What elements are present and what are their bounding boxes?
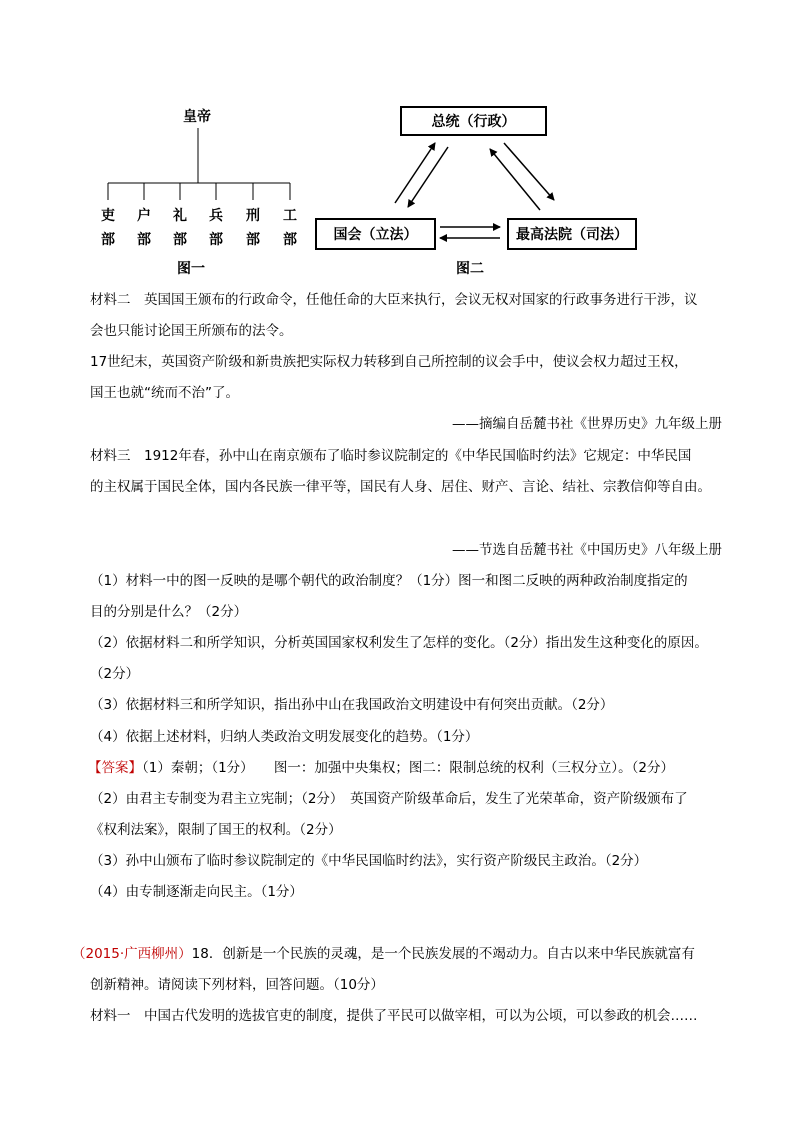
text-line: 国王也就“统而不治”了。 (90, 385, 239, 401)
ministry-char: 部 (137, 232, 151, 248)
ministry-char: 部 (283, 232, 297, 248)
judiciary-box: 最高法院（司法） (507, 218, 637, 250)
text-line: 17世纪末，英国资产阶级和新贵族把实际权力转移到自己所控制的议会手中，使议会权力超过王权， (90, 354, 688, 370)
text-line: 的主权属于国民全体，国内各民族一律平等，国民有人身、居住、财产、言论、结社、宗教信仰等自由。 (90, 479, 711, 495)
ministry-char: 户 (137, 208, 151, 224)
answer-line: 《权利法案》，限制了国王的权利。（2分） (90, 822, 342, 838)
answer-line (88, 758, 674, 778)
question-line: （4）依据上述材料，归纳人类政治文明发展变化的趋势。（1分） (90, 729, 479, 745)
ministry-char: 部 (209, 232, 223, 248)
question-18-line: 材料一 中国古代发明的选拔官吏的制度，提供了平民可以做宰相，可以为公顷，可以参政的机会…… (90, 1008, 698, 1024)
figure-1-caption: 图一 (177, 261, 205, 277)
answer-line: （3）孙中山颁布了临时参议院制定的《中华民国临时约法》，实行资产阶级民主政治。（2分） (90, 853, 648, 869)
answer-text: （1）秦朝；（1分） 图一：加强中央集权；图二：限制总统的权利（三权分立）。（2分） (142, 760, 675, 776)
text-line: 会也只能讨论国王所颁布的法令。 (90, 323, 293, 339)
question-line: （2）依据材料二和所学知识，分析英国国家权利发生了怎样的变化。（2分）指出发生这种变化的原因。 (90, 635, 708, 651)
ministry-char: 工 (283, 208, 297, 224)
ministry-char: 礼 (173, 208, 187, 224)
question-line: 目的分别是什么？（2分） (90, 604, 248, 620)
answer-line: （2）由君主专制变为君主立宪制；（2分） 英国资产阶级革命后，发生了光荣革命，资产阶级颁布了 (90, 791, 688, 807)
question-18-line (72, 944, 695, 964)
question-line: （3）依据材料三和所学知识，指出孙中山在我国政治文明建设中有何突出贡献。（2分） (90, 697, 614, 713)
ministry-char: 兵 (209, 208, 223, 224)
source-citation: ——摘编自岳麓书社《世界历史》九年级上册 (452, 416, 722, 432)
executive-box: 总统（行政） (400, 106, 547, 136)
answer-line: （4）由专制逐渐走向民主。（1分） (90, 884, 303, 900)
answer-tag: 【答案】 (88, 760, 142, 776)
ministry-char: 部 (173, 232, 187, 248)
ministry-char: 部 (246, 232, 260, 248)
ministry-char: 刑 (246, 208, 260, 224)
text-line: 材料三 1912年春，孙中山在南京颁布了临时参议院制定的《中华民国临时约法》它规定：中华民国 (90, 448, 692, 464)
question-line: （1）材料一中的图一反映的是哪个朝代的政治制度？（1分）图一和图二反映的两种政治制度指定的 (90, 573, 688, 589)
source-tag: （2015·广西柳州） (72, 946, 192, 962)
figure-2-arrows (0, 0, 794, 300)
question-18-line: 创新精神。请阅读下列材料，回答问题。（10分） (90, 977, 384, 993)
emperor-label: 皇帝 (183, 109, 211, 125)
ministry-char: 部 (101, 232, 115, 248)
source-citation: ——节选自岳麓书社《中国历史》八年级上册 (452, 542, 722, 558)
question-line: （2分） (90, 666, 140, 682)
ministry-char: 吏 (101, 208, 115, 224)
text-line: 材料二 英国国王颁布的行政命令，任他任命的大臣来执行，会议无权对国家的行政事务进行干涉，议 (90, 292, 698, 308)
figure-2-caption: 图二 (456, 261, 484, 277)
legislature-box: 国会（立法） (315, 218, 436, 250)
question-18-text: 18．创新是一个民族的灵魂，是一个民族发展的不竭动力。自古以来中华民族就富有 (191, 946, 695, 962)
